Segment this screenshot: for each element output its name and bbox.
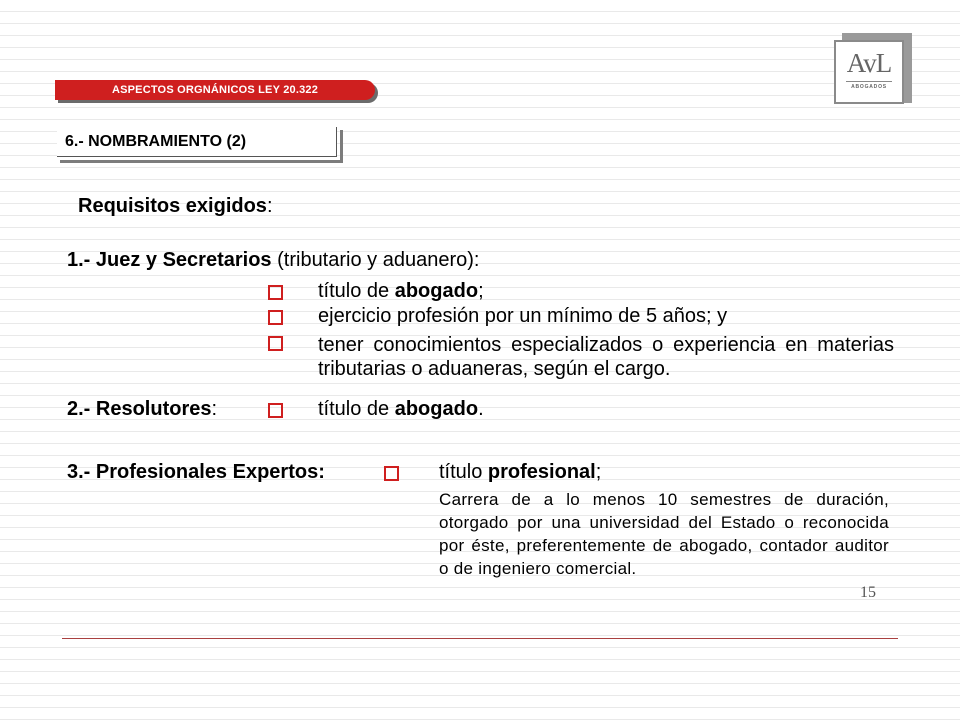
bullet-text: título de	[318, 398, 395, 420]
item1-bullet-1	[318, 279, 484, 303]
avl-logo	[834, 40, 904, 104]
checkbox-bullet-icon	[268, 403, 283, 418]
item1-heading	[67, 248, 479, 272]
item2-title: 2.- Resolutores	[67, 398, 212, 420]
logo-mark: AvL	[846, 48, 892, 78]
footer-rule	[62, 638, 898, 639]
item3-bullet	[439, 460, 601, 484]
item1-bullet-2: ejercicio profesión por un mínimo de 5 años; y	[318, 305, 728, 327]
bullet-bold-text: profesional	[487, 461, 596, 483]
bullet-text-end: ;	[478, 280, 484, 302]
item3-detail: Carrera de a lo menos 10 semestres de duración, otorgado por una universidad del Estado o reconocida por éste, preferentemente de abogado, contador auditor o de ingeniero comercial.	[439, 490, 889, 578]
item3-heading: 3.- Profesionales Expertos:	[67, 461, 325, 483]
topic-banner: ASPECTOS ORGNÁNICOS LEY 20.322	[55, 80, 375, 100]
section-title: 6.- NOMBRAMIENTO (2)	[57, 127, 337, 157]
item2-bullet	[318, 397, 484, 421]
requisitos-label: Requisitos exigidos	[78, 195, 267, 217]
checkbox-bullet-icon	[384, 466, 399, 481]
bullet-text: título	[439, 461, 488, 483]
checkbox-bullet-icon	[268, 310, 283, 325]
checkbox-bullet-icon	[268, 285, 283, 300]
bullet-text: título de	[318, 280, 395, 302]
logo-divider	[846, 81, 892, 82]
bullet-text-end: ;	[595, 461, 602, 483]
bullet-text-end: .	[478, 398, 484, 420]
item2-colon: :	[211, 398, 218, 420]
bullet-bold-text: abogado	[394, 280, 479, 302]
item2-heading	[67, 397, 217, 421]
item1-title: 1.- Juez y Secretarios	[67, 249, 272, 271]
logo-subtitle: ABOGADOS	[851, 84, 887, 90]
item1-bullet-3: tener conocimientos especializados o experiencia en materias tributarias o aduaneras, según el cargo.	[318, 334, 894, 380]
item1-subtitle: (tributario y aduanero):	[271, 249, 480, 271]
requisitos-colon: :	[266, 195, 273, 217]
page-number: 15	[860, 584, 876, 601]
bullet-bold-text: abogado	[394, 398, 479, 420]
checkbox-bullet-icon	[268, 336, 283, 351]
requisitos-heading	[78, 194, 273, 218]
